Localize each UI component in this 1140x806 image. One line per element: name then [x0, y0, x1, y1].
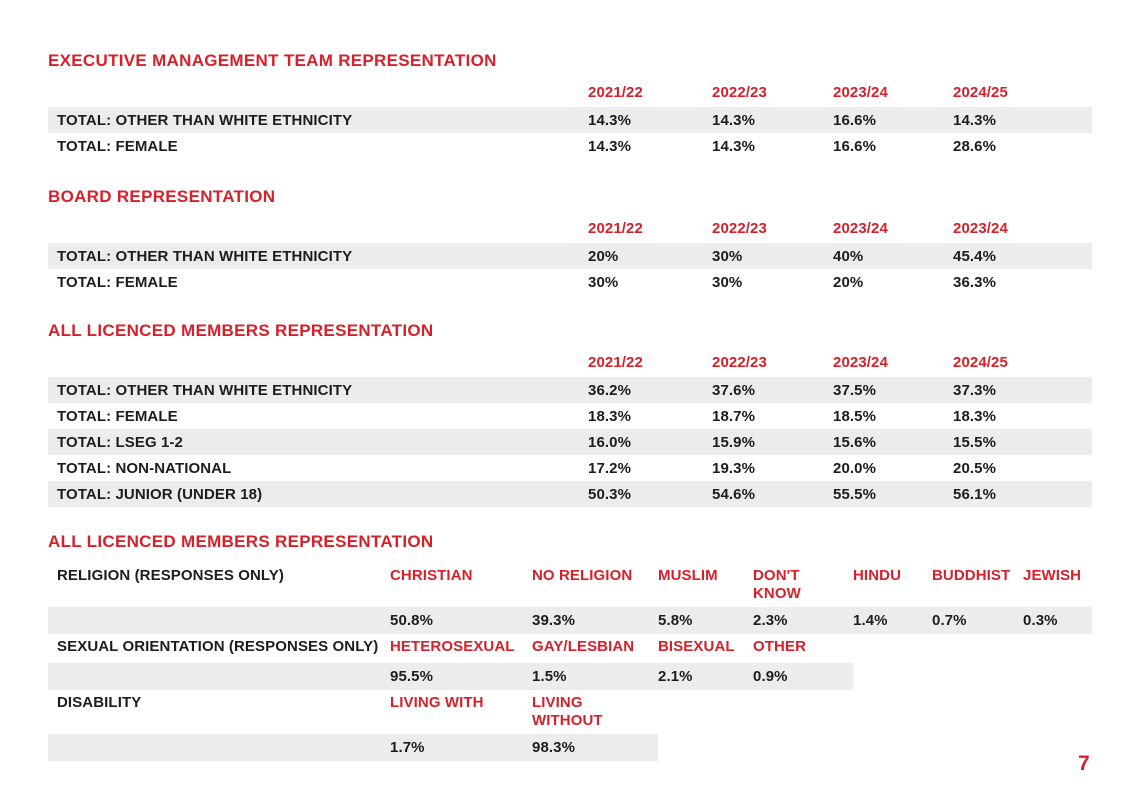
table-row [48, 455, 1092, 481]
demo-header-row [48, 634, 1092, 663]
demo-column-header: JEWISH [1023, 567, 1082, 584]
row-label: TOTAL: NON-NATIONAL [57, 459, 232, 477]
page-number: 7 [1078, 752, 1090, 775]
cell-value: 14.3% [712, 107, 833, 133]
cell-value: 16.6% [833, 137, 877, 155]
demo-column-header: DON'T KNOW [753, 567, 801, 602]
row-label: TOTAL: JUNIOR (UNDER 18) [48, 481, 588, 507]
year-header-row [48, 79, 1092, 107]
demo-column-header: GAY/LESBIAN [532, 638, 635, 655]
cell-value: 19.3% [712, 459, 756, 477]
table-row [48, 481, 1092, 507]
empty-cell [932, 734, 1023, 761]
empty-cell [753, 734, 853, 761]
board-representation-table [48, 215, 1092, 295]
section-title-demographics: ALL LICENCED MEMBERS REPRESENTATION [48, 532, 434, 551]
demo-column-header: LIVING WITH [390, 694, 484, 711]
row-label-spacer [48, 349, 588, 377]
demo-column-header: OTHER [753, 638, 806, 655]
cell-value: 5.8% [658, 607, 753, 634]
cell-value: 18.7% [712, 407, 756, 425]
empty-cell [853, 690, 932, 734]
table-row [48, 107, 1092, 133]
cell-value: 37.6% [712, 377, 833, 403]
cell-value: 98.3% [532, 734, 658, 761]
group-label: DISABILITY [57, 694, 142, 711]
year-header-row [48, 349, 1092, 377]
group-label: RELIGION (RESPONSES ONLY) [57, 567, 284, 584]
cell-value: 39.3% [532, 607, 658, 634]
cell-value: 14.3% [588, 107, 712, 133]
empty-cell [853, 634, 932, 663]
cell-value: 50.8% [390, 607, 532, 634]
row-label: TOTAL: FEMALE [57, 137, 178, 155]
empty-cell [932, 634, 1023, 663]
row-label-spacer [48, 215, 588, 243]
cell-value: 16.6% [833, 107, 953, 133]
cell-value: 28.6% [953, 137, 997, 155]
cell-value: 18.5% [833, 407, 877, 425]
cell-value: 2.3% [753, 607, 853, 634]
value-row-spacer [48, 734, 390, 761]
cell-value: 37.5% [833, 377, 953, 403]
cell-value: 20% [588, 243, 712, 269]
cell-value: 40% [833, 243, 953, 269]
demo-column-header: HINDU [853, 567, 901, 584]
cell-value: 16.0% [588, 429, 712, 455]
year-header: 2023/24 [833, 220, 888, 237]
row-label: TOTAL: OTHER THAN WHITE ETHNICITY [48, 107, 588, 133]
year-header: 2022/23 [712, 84, 767, 101]
cell-value: 1.4% [853, 607, 932, 634]
year-header: 2021/22 [588, 354, 643, 371]
row-label: TOTAL: FEMALE [57, 273, 178, 291]
demo-column-header: MUSLIM [658, 567, 718, 584]
cell-value: 15.6% [833, 429, 953, 455]
members-representation-table [48, 349, 1092, 507]
cell-value: 20.0% [833, 459, 877, 477]
empty-cell [932, 663, 1023, 690]
value-row-spacer [48, 663, 390, 690]
empty-cell [853, 663, 932, 690]
demo-header-row [48, 563, 1092, 607]
cell-value: 14.3% [953, 107, 1092, 133]
cell-value: 56.1% [953, 481, 1092, 507]
executive-representation-table [48, 79, 1092, 159]
year-header: 2022/23 [712, 220, 767, 237]
demo-column-header: CHRISTIAN [390, 567, 473, 584]
cell-value: 95.5% [390, 663, 532, 690]
cell-value: 50.3% [588, 481, 712, 507]
year-header: 2023/24 [833, 354, 888, 371]
cell-value: 1.7% [390, 734, 532, 761]
row-label: TOTAL: LSEG 1-2 [48, 429, 588, 455]
empty-cell [1023, 634, 1092, 663]
cell-value: 37.3% [953, 377, 1092, 403]
cell-value: 45.4% [953, 243, 1092, 269]
demo-value-row [48, 607, 1092, 634]
cell-value: 14.3% [588, 137, 632, 155]
demo-column-header: NO RELIGION [532, 567, 633, 584]
demo-value-row [48, 734, 1092, 761]
table-row [48, 243, 1092, 269]
cell-value: 30% [712, 273, 743, 291]
row-label: TOTAL: OTHER THAN WHITE ETHNICITY [48, 377, 588, 403]
cell-value: 0.9% [753, 663, 853, 690]
value-row-spacer [48, 607, 390, 634]
year-header: 2021/22 [588, 84, 643, 101]
cell-value: 36.3% [953, 273, 997, 291]
empty-cell [853, 734, 932, 761]
empty-cell [1023, 663, 1092, 690]
empty-cell [1023, 690, 1092, 734]
empty-cell [753, 690, 853, 734]
demo-value-row [48, 663, 1092, 690]
cell-value: 20% [833, 273, 864, 291]
section-title-board: BOARD REPRESENTATION [48, 187, 276, 206]
table-row [48, 377, 1092, 403]
cell-value: 14.3% [712, 137, 756, 155]
row-label: TOTAL: OTHER THAN WHITE ETHNICITY [48, 243, 588, 269]
cell-value: 15.9% [712, 429, 833, 455]
year-header: 2023/24 [953, 220, 1008, 237]
cell-value: 15.5% [953, 429, 1092, 455]
row-label-spacer [48, 79, 588, 107]
cell-value: 18.3% [953, 407, 997, 425]
cell-value: 30% [588, 273, 619, 291]
table-row [48, 429, 1092, 455]
demographics-table [48, 563, 1092, 761]
table-row [48, 403, 1092, 429]
empty-cell [658, 734, 753, 761]
empty-cell [932, 690, 1023, 734]
cell-value: 30% [712, 243, 833, 269]
cell-value: 0.7% [932, 607, 1023, 634]
year-header: 2023/24 [833, 84, 888, 101]
empty-cell [658, 690, 753, 734]
year-header: 2024/25 [953, 84, 1008, 101]
section-title-executive: EXECUTIVE MANAGEMENT TEAM REPRESENTATION [48, 51, 497, 70]
year-header: 2022/23 [712, 354, 767, 371]
demo-column-header: HETEROSEXUAL [390, 638, 515, 655]
year-header-row [48, 215, 1092, 243]
demo-column-header: BUDDHIST [932, 567, 1011, 584]
cell-value: 0.3% [1023, 607, 1092, 634]
year-header: 2024/25 [953, 354, 1008, 371]
table-row [48, 269, 1092, 295]
section-title-members: ALL LICENCED MEMBERS REPRESENTATION [48, 321, 434, 340]
cell-value: 54.6% [712, 481, 833, 507]
demo-header-row [48, 690, 1092, 734]
cell-value: 2.1% [658, 663, 753, 690]
cell-value: 18.3% [588, 407, 632, 425]
demo-column-header: LIVING WITHOUT [532, 694, 603, 729]
group-label: SEXUAL ORIENTATION (RESPONSES ONLY) [57, 638, 379, 655]
year-header: 2021/22 [588, 220, 643, 237]
row-label: TOTAL: FEMALE [57, 407, 178, 425]
cell-value: 20.5% [953, 459, 997, 477]
cell-value: 55.5% [833, 481, 953, 507]
cell-value: 17.2% [588, 459, 632, 477]
cell-value: 1.5% [532, 663, 658, 690]
table-row [48, 133, 1092, 159]
cell-value: 36.2% [588, 377, 712, 403]
demo-column-header: BISEXUAL [658, 638, 735, 655]
